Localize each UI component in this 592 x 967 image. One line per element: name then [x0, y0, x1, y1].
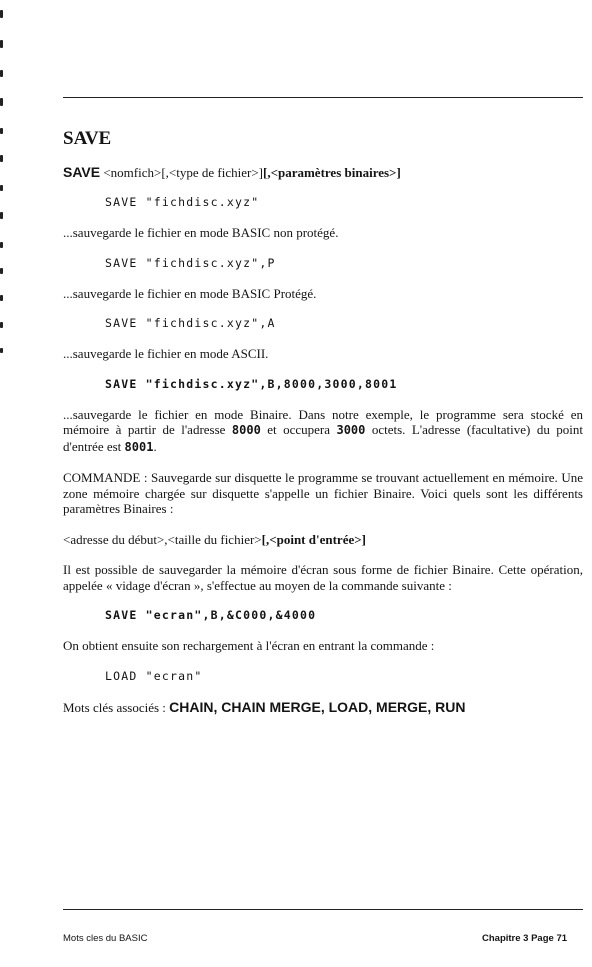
code-example-binary: SAVE "fichdisc.xyz",B,8000,3000,8001	[105, 376, 398, 391]
binding-mark	[0, 295, 3, 301]
syntax-keyword: SAVE	[63, 164, 101, 180]
related-keywords	[63, 699, 583, 716]
screen-dump-description: Il est possible de sauvegarder la mémoire d'écran sous forme de fichier Binaire. Cette opération, appelée « vidage d'écran », s'effectue au moyen de la commande suivante :	[63, 562, 583, 593]
related-keyword-list: CHAIN, CHAIN MERGE, LOAD, MERGE, RUN	[169, 698, 466, 715]
params-text: <adresse du début>,<taille du fichier>	[63, 531, 262, 547]
header-rule	[63, 97, 583, 98]
code-reload: LOAD "ecran"	[105, 668, 203, 683]
section-title: SAVE	[63, 128, 112, 149]
params-entry-point: [,<point d'entrée>]	[261, 531, 366, 547]
binding-mark	[0, 70, 3, 77]
binding-mark	[0, 242, 3, 248]
related-label: Mots clés associés :	[63, 699, 170, 715]
binding-mark	[0, 98, 3, 106]
footer-rule	[63, 909, 583, 910]
binding-mark	[0, 212, 3, 219]
syntax-args-binary: [,<paramètres binaires>]	[262, 165, 401, 180]
code-example: SAVE "fichdisc.xyz"	[105, 195, 260, 209]
syntax-line	[63, 164, 583, 181]
text-run: octets. L'adresse (facultative) du point d'entrée est	[63, 422, 584, 454]
code-example: SAVE "fichdisc.xyz",P	[105, 255, 276, 270]
text-run: ...sauvegarde le fichier en mode Binaire. Dans notre exemple, le programme sera stocké en mémoire à partir de l'adresse	[63, 406, 583, 437]
entry-point: 8001	[124, 439, 154, 454]
binary-description	[63, 407, 583, 456]
code-screen-dump: SAVE "ecran",B,&C000,&4000	[105, 608, 317, 622]
start-address: 8000	[231, 423, 261, 437]
code-example: SAVE "fichdisc.xyz",A	[105, 316, 276, 330]
binding-mark	[0, 128, 3, 134]
binding-mark	[0, 40, 3, 48]
binary-parameters	[63, 532, 583, 548]
text-run: et occupera	[260, 422, 337, 437]
syntax-args: <nomfich>[,<type de fichier>]	[100, 165, 263, 180]
example-description: ...sauvegarde le fichier en mode ASCII.	[63, 346, 269, 361]
footer-page-number: Chapitre 3 Page 71	[482, 933, 568, 944]
text-run: .	[153, 438, 157, 454]
binding-mark	[0, 268, 3, 274]
file-size: 3000	[336, 423, 366, 437]
command-description: COMMANDE : Sauvegarde sur disquette le programme se trouvant actuellement en mémoire. Une zone mémoire chargée sur disquette s'appelle un fichier Binaire. Voici quels sont les différents paramètres Binaires :	[63, 470, 583, 516]
binding-mark	[0, 185, 3, 191]
binding-mark	[0, 155, 3, 162]
reload-description: On obtient ensuite son rechargement à l'écran en entrant la commande :	[63, 638, 435, 653]
example-description: ...sauvegarde le fichier en mode BASIC Protégé.	[63, 285, 317, 301]
binding-mark	[0, 10, 3, 18]
example-description: ...sauvegarde le fichier en mode BASIC non protégé.	[63, 225, 339, 240]
footer-book-title: Mots cles du BASIC	[63, 933, 148, 944]
binding-mark	[0, 348, 3, 353]
page-content	[63, 128, 583, 716]
binding-mark	[0, 322, 3, 328]
